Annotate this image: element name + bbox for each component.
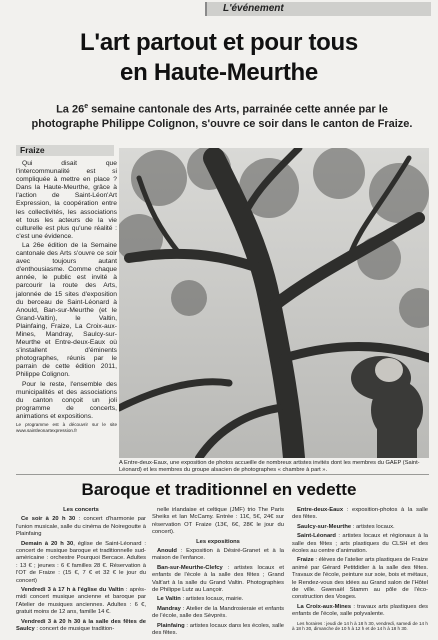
- opening-hours: Les horaires : jeudi de 14 h à 18 h 30, vendredi, samedi de 14 h à 18 h 30, dimanche de 10 h à 12 h et de 14 h à 18 h 30.: [292, 620, 428, 632]
- chapeau-post: semaine cantonale des Arts, parrainée cette année par le photographe Philippe Colignon, s'ouvre ce soir dans le canton de Fraize.: [31, 103, 413, 130]
- expo-item: [292, 533, 428, 555]
- expo-lead: Saulcy-sur-Meurthe: [297, 523, 352, 530]
- concert-lead: Ce soir à 20 h 30: [21, 516, 76, 523]
- expo-lead: Le Valtin: [157, 596, 181, 603]
- chapeau-sup: e: [84, 103, 89, 110]
- expo-text: : artistes locaux et enfants de l'école à la salle des fêtes ; Grand Valt'art à la salle du Grand Valtin. Photographies de Philippe Lutz au Lançoir.: [152, 564, 284, 594]
- expo-item: [292, 507, 428, 522]
- expo-text: : artistes locaux.: [351, 523, 395, 530]
- expo-item: [152, 565, 284, 595]
- section-tag: L'événement: [205, 2, 431, 16]
- article-photo: [119, 148, 429, 458]
- section-title: Baroque et traditionnel en vedette: [81, 480, 357, 499]
- section-divider: [16, 474, 429, 475]
- expo-lead: Fraize: [297, 557, 314, 564]
- expo-text: : artistes locaux, mairie.: [180, 596, 244, 603]
- concert-text: , église de Saint-Léonard : concert de musique baroque et traditionnelle sud-américaine : orchestre Pourquoi Bercace. Adultes : 13 € ; jeunes : 6 € familles 28 €. Réservation à l'OT de Fraize : (15 €, 7 € et 32 € le jour du concert): [16, 540, 146, 584]
- concert-item: [16, 541, 146, 585]
- expo-text: : Atelier de la Mandrosieraie et enfants de l'école, salle des Sèvprés.: [152, 605, 284, 620]
- concert-item: [16, 587, 146, 617]
- article-left-column: [16, 160, 117, 434]
- concert-lead: Vendredi 3 à 17 h à l'église du Valtin: [21, 587, 124, 594]
- expo-item: [152, 548, 284, 563]
- chapeau-pre: La 26: [56, 103, 85, 116]
- photo-caption: A Entre-deux-Eaux, une exposition de photos accueille de nombreux artistes invités dont les membres du GAEP (Saint-Léonard) et les membres du groupe alsacien de photographes « chambre à part ».: [119, 460, 420, 473]
- expo-lead: La Croix-aux-Mines: [297, 603, 352, 610]
- expo-lead: Mandray: [157, 605, 181, 612]
- article-paragraph: La 26e édition de la Semaine cantonale des Arts s'ouvre ce soir avec toujours autant d'enthousiasme. Comme chaque année, le public est invité à parcourir la route des Arts, jalonnée de 15 sites d'exposition du berceau de Saint-Léonard à Anould, Ban-sur-Meurthe (et le Grand-Valtin), le Valtin, Plainfaing, Fraize, La Croix-aux-Mines, Mandray, Saulcy-sur-Meurthe et Entre-deux-Eaux où s'installent d'éminents photographes, réunis par le parrain de cette édition 2011, Philippe Colignon.: [16, 241, 117, 379]
- concert-text: : concert d'harmonie par l'union musicale, salle du cinéma de Noiregoutte à Plainfaing: [16, 516, 146, 538]
- expo-item: [152, 596, 284, 603]
- expo-text: : travaux arts plastiques des enfants de l'école, salle polyvalente.: [292, 603, 428, 618]
- concert-text: : après-midi concert musique ancienne et baroque par l'Atelier de musiques anciennes. Adultes : 6 €, gratuit moins de 12 ans, famille 14 €.: [16, 587, 147, 616]
- headline-line-2: en Haute-Meurthe: [120, 59, 318, 86]
- article-paragraph: Pour le reste, l'ensemble des municipalités et des associations du canton conçoit un joli programme de concerts, animations et expositions.: [16, 380, 117, 420]
- article-paragraph: Qui disait que l'intercommunalité est si compliquée à mettre en place ? Dans la Haute-Meurthe, grâce à l'action de Saint-Léon'Art Expression, la coopération entre les collectivités, les associations et tous les acteurs de la vie culturelle est plus qu'une réalité : c'est une évidence.: [16, 160, 117, 240]
- expositions-title: Les expositions: [196, 538, 240, 545]
- concert-continued: nelle irlandaise et celtique (JMF) trio The Paris Sheiks et Ian McCamy. Entrée : 11€, 5€, 24€ sur réservation OT Fraize (13€, 6€, 28€ le jour du concert).: [152, 507, 284, 536]
- expo-lead: Plainfaing: [157, 622, 185, 629]
- expo-text: : Exposition à Désiré-Granet et à la maison de l'enfance.: [152, 548, 284, 562]
- chapeau: [22, 100, 422, 131]
- headline: [0, 28, 438, 88]
- concert-item: [16, 516, 146, 538]
- headline-line-1: L'art partout et pour tous: [80, 29, 358, 56]
- tree-photo-illustration: [119, 148, 429, 458]
- expo-lead: Saint-Léonard: [297, 533, 336, 540]
- concert-text: : concert de musique tradition-: [34, 626, 115, 633]
- expo-text: : artistes locaux et régionaux à la salle des fêtes ; arts plastiques du CLSH et des écoles au centre d'animation.: [292, 533, 428, 555]
- expo-lead: Anould: [157, 548, 177, 555]
- dateline: Fraize: [16, 145, 114, 156]
- concert-lead: Vendredi 3 à 20 h 30 à la salle des fêtes de Saulcy: [16, 618, 146, 633]
- expo-item: [292, 557, 428, 601]
- concerts-title: Les concerts: [63, 507, 99, 513]
- concerts-column: [16, 507, 146, 636]
- expo-text: : élèves de l'atelier arts plastiques de Fraize animé par Gérard Petitdidier à la salle des fêtes. Travaux de l'école, peinture sur soie, bois et métaux, le Rendez-vous des idées au Grand salon de l'Hôtel de ville. Gwenaël Stamm au pôle de l'éco-construction des Vosges.: [292, 557, 428, 601]
- expo-item: [292, 604, 428, 619]
- middle-column: [152, 507, 284, 640]
- expo-lead: Ban-sur-Meurthe-Clefcy: [157, 564, 223, 571]
- expo-text: : artistes locaux dans les écoles, salle des fêtes.: [152, 622, 284, 637]
- concert-lead: Demain à 20 h 30: [21, 540, 74, 547]
- expo-text: : exposition-photos à la salle des fêtes.: [292, 507, 428, 521]
- concert-item: [16, 619, 146, 634]
- expo-item: [152, 623, 284, 638]
- article-footnote: Le programme est à découvrir sur le site www.saintleonartexpression.fr: [16, 422, 117, 433]
- right-column: [292, 507, 428, 634]
- expo-item: [292, 524, 428, 531]
- expo-lead: Entre-deux-Eaux: [297, 507, 344, 513]
- expo-item: [152, 606, 284, 621]
